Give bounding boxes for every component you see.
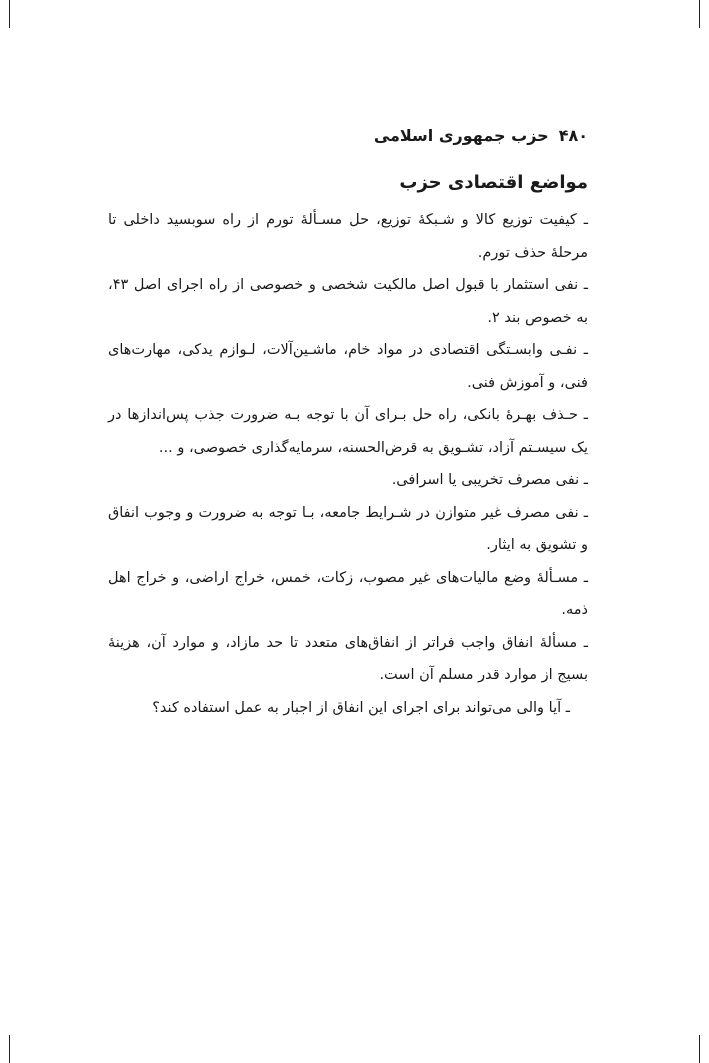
- list-item: ـ نفی مصرف تخریبی یا اسرافی.: [391, 472, 588, 488]
- running-title: حزب جمهوری اسلامی: [373, 126, 549, 145]
- crop-mark-bottom-right-vertical: [699, 1035, 700, 1063]
- list-item: ـ مسـألهٔ وضع مالیات‌های غیر مصوب، زکات، خمس، خراج اراضی، و خراج اهل ذمه.: [108, 569, 588, 618]
- list-item: ـ حـذف بهـرهٔ بانکی، راه حل بـرای آن با توجه بـه ضرورت جذب پس‌اندازها در یک سیسـتم آزاد، تشـویق به قرض‌الحسنه، سرمایه‌گذاری خصوصی، و ...: [108, 407, 588, 456]
- page-number: ۴۸۰: [558, 126, 588, 145]
- list-item: ـ نفـی وابسـتگی اقتصادی در مواد خام، ماشـین‌آلات، لـوازم یدکی، مهارت‌های فنی، و آموزش فنی.: [108, 342, 588, 391]
- list-item: ـ کیفیت توزیع کالا و شـبکهٔ توزیع، حل مسـألهٔ تورم از راه سوبسید داخلی تا مرحلهٔ حذف تورم.: [108, 212, 588, 261]
- crop-mark-top-left-vertical: [9, 0, 10, 28]
- running-head: [108, 118, 588, 154]
- section-title: مواضع اقتصادی حزب: [399, 172, 588, 193]
- crop-mark-bottom-left-vertical: [9, 1035, 10, 1063]
- crop-mark-top-right-vertical: [699, 0, 700, 28]
- list-item: ـ نفی استثمار با قبول اصل مالکیت شخصی و خصوصی از راه اجرای اصل ۴۳، به خصوص بند ۲.: [108, 277, 588, 326]
- list-item: ـ نفی مصرف غیر متوازن در شـرایط جامعه، بـا توجه به ضرورت و وجوب انفاق و تشویق به ایثار.: [108, 504, 588, 553]
- list-item: ـ مسألهٔ انفاق واجب فراتر از انفاق‌های متعدد تا حد مازاد، و موارد آن، هزینهٔ بسیج از موارد قدر مسلم آن است.: [108, 634, 588, 683]
- book-page: [108, 118, 588, 724]
- item-list: [108, 204, 588, 724]
- list-item: ـ آیا والی می‌تواند برای اجرای این انفاق از اجبار به عمل استفاده کند؟: [152, 699, 570, 716]
